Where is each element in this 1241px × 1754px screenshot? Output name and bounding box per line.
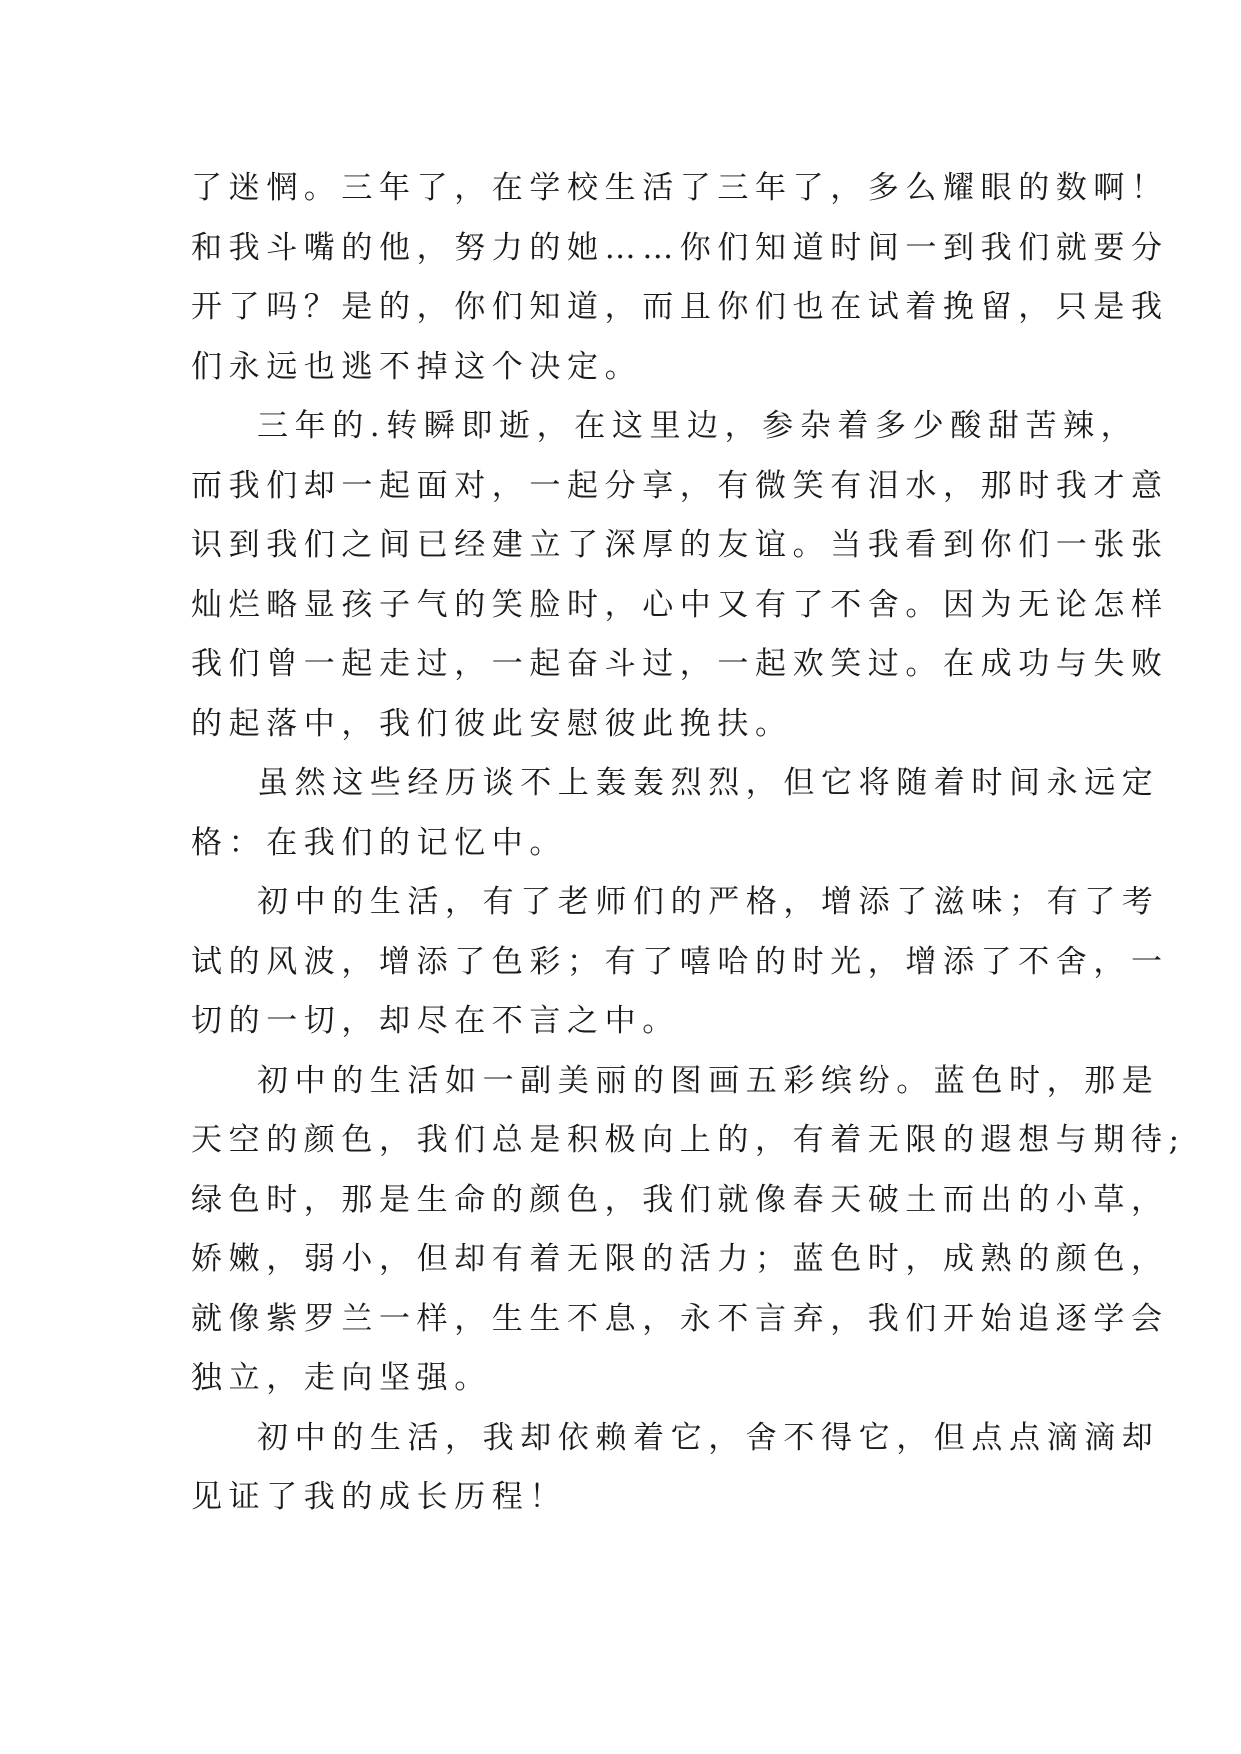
- text-line: 识到我们之间已经建立了深厚的友谊。当我看到你们一张张: [191, 527, 1169, 563]
- text-line: 而我们却一起面对，一起分享，有微笑有泪水，那时我才意: [191, 467, 1169, 504]
- text-line: 了迷惘。三年了，在学校生活了三年了，多么耀眼的数啊！: [191, 170, 1169, 206]
- paragraph: [191, 873, 1169, 1052]
- text-line: 独立，走向坚强。: [191, 1360, 492, 1396]
- text-line: 我们曾一起走过，一起奋斗过，一起欢笑过。在成功与失败: [191, 646, 1169, 682]
- document-body: [191, 159, 1186, 1528]
- text-line: 们永远也逃不掉这个决定。: [191, 348, 643, 385]
- paragraph: [191, 1409, 1160, 1528]
- text-line: 虽然这些经历谈不上轰轰烈烈，但它将随着时间永远定: [257, 765, 1160, 801]
- text-line: 娇嫩，弱小，但却有着无限的活力；蓝色时，成熟的颜色，: [191, 1241, 1169, 1277]
- text-line: 见证了我的成长历程！: [191, 1479, 567, 1515]
- paragraph: [191, 1052, 1186, 1409]
- text-line: 天空的颜色，我们总是积极向上的，有着无限的遐想与期待;: [191, 1122, 1186, 1158]
- text-line: 绿色时，那是生命的颜色，我们就像春天破土而出的小草，: [191, 1181, 1169, 1218]
- text-line: 格：在我们的记忆中。: [191, 824, 567, 861]
- text-line: 试的风波，增添了色彩；有了嘻哈的时光，增添了不舍，一: [191, 943, 1169, 980]
- text-line: 开了吗？是的，你们知道，而且你们也在试着挽留，只是我: [191, 289, 1169, 325]
- paragraph: [191, 397, 1169, 754]
- paragraph: [191, 754, 1160, 873]
- text-line: 初中的生活，有了老师们的严格，增添了滋味；有了考: [257, 884, 1160, 920]
- text-line: 灿烂略显孩子气的笑脸时，心中又有了不舍。因为无论怎样: [191, 586, 1169, 623]
- text-line: 就像紫罗兰一样，生生不息，永不言弃，我们开始追逐学会: [191, 1300, 1169, 1337]
- text-line: 和我斗嘴的他，努力的她……你们知道时间一到我们就要分: [191, 229, 1169, 266]
- text-line: 三年的.转瞬即逝，在这里边，参杂着多少酸甜苦辣，: [257, 408, 1139, 444]
- text-line: 初中的生活，我却依赖着它，舍不得它，但点点滴滴却: [257, 1419, 1160, 1456]
- text-line: 的起落中，我们彼此安慰彼此挽扶。: [191, 705, 793, 742]
- text-line: 切的一切，却尽在不言之中。: [191, 1003, 680, 1039]
- text-line: 初中的生活如一副美丽的图画五彩缤纷。蓝色时，那是: [257, 1062, 1160, 1099]
- paragraph: [191, 159, 1169, 397]
